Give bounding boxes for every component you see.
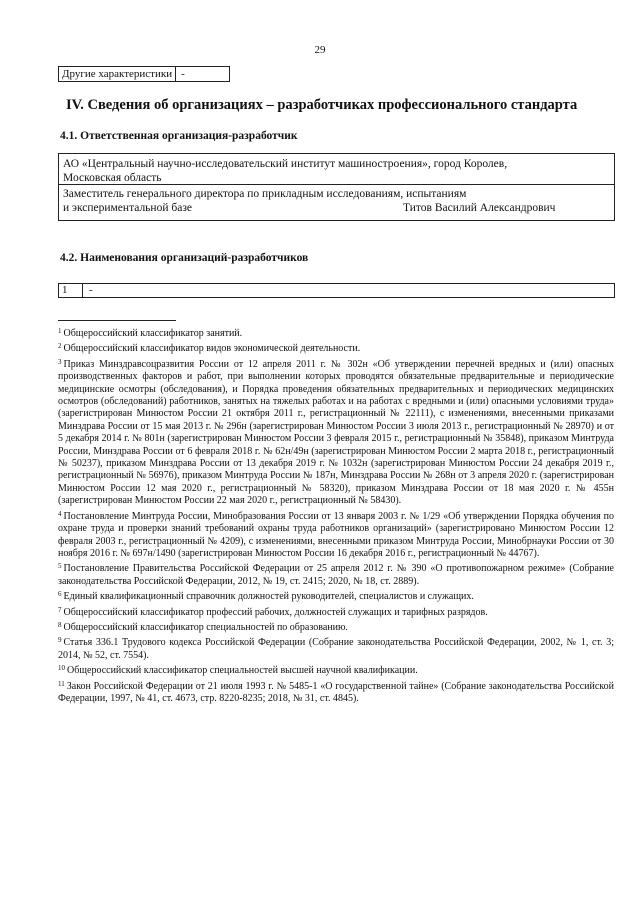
other-characteristics-label: Другие характеристики (59, 67, 176, 81)
footnote: $^2$ Общероссийский классификатор видов экономической деятельности. (58, 342, 361, 355)
section-title: IV. Сведения об организациях – разработчиках профессионального стандарта (66, 97, 578, 113)
footnote: $^{11}$ Закон Российской Федерации от 21 июля 1993 г. № 5485-1 «О государственной тайне» (Собрание законодательства Российской Федерации, 1997, № 41, ст. 4673, стр. 8220-8235; 2018, № 31, ст. 4845). (58, 679, 614, 704)
footnote: $^6$ Единый квалификационный справочник должностей руководителей, специалистов и служащих. (58, 590, 474, 603)
developer-organizations-table (58, 283, 615, 298)
responsible-organization-table (58, 153, 615, 221)
footnote: $^9$ Статья 336.1 Трудового кодекса Российской Федерации (Собрание законодательства Российской Федерации, 2002, № 1, ст. 3; 2014, № 52, ст. 7554). (58, 636, 614, 661)
organization-name-cell (59, 154, 614, 185)
page-number: 29 (314, 44, 326, 56)
organization-name-line-1: АО «Центральный научно-исследовательский институт машиностроения», город Королев, (63, 158, 508, 170)
footnote: $^1$ Общероссийский классификатор занятий. (58, 327, 243, 339)
subsection-1-title: 4.1. Ответственная организация-разработчик (60, 130, 298, 142)
organization-name-line-2: Московская область (63, 172, 162, 184)
footnotes (58, 325, 614, 705)
other-characteristics-value: - (181, 68, 185, 80)
responsible-person-name: Титов Василий Александрович (403, 202, 556, 214)
footnote: $^4$ Постановление Минтруда России, Минобразования России от 13 января 2003 г. № 1/29 «Об утверждении Порядка обучения по охране труда и проверки знаний требований охраны труда работников организаций» (зарегистрировано Минюстом России 12 февраля 2003 г., регистрационный № 4209), с изменениями, внесенными приказом Минтруда России, Минобрнауки России от 30 ноября 2016 г. № 697н/1490 (зарегистрирован Минюстом России 16 декабря 2016 г., регистрационный № 44767). (58, 509, 614, 559)
position-line-1: Заместитель генерального директора по прикладным исследованиям, испытаниям (63, 188, 467, 200)
footnote: $^8$ Общероссийский классификатор специальностей по образованию. (58, 620, 348, 633)
position-line-2: и экспериментальной базе (63, 202, 192, 214)
row-number: 1 (59, 284, 83, 297)
footnote-separator (58, 320, 176, 321)
other-characteristics-row (58, 66, 230, 82)
responsible-person-cell (59, 185, 614, 219)
footnote: $^7$ Общероссийский классификатор профессий рабочих, должностей служащих и тарифных разрядов. (58, 605, 488, 618)
subsection-2-title: 4.2. Наименования организаций-разработчиков (60, 252, 309, 264)
footnote: $^{10}$ Общероссийский классификатор специальностей высшей научной квалификации. (58, 664, 418, 677)
row-value: - (89, 284, 93, 296)
footnote: $^3$ Приказ Минздравсоцразвития России от 12 апреля 2011 г. № 302н «Об утверждении перечней вредных и (или) опасных производственных факторов и работ, при выполнении которых проводятся обязательные предварительные и периодические медицинские осмотры (обследования), и Порядка проведения обязательных предварительных и периодических медицинских осмотров (обследований) работников, занятых на тяжелых работах и на работах с вредными и (или) опасными условиями труда» (зарегистрирован Минюстом России 21 октября 2011 г., регистрационный № 22111), с изменениями, внесенными приказами Минздрава России от 15 мая 2013 г. № 296н (зарегистрирован Минюстом России 3 июля 2013 г., регистрационный № 28970) и от 5 декабря 2014 г. № 801н (зарегистрирован Минюстом России 3 февраля 2015 г., регистрационный № 35848), приказом Минтруда России, Минздрава России от 6 февраля 2018 г. № 62н/49н (зарегистрирован Минюстом России 2 марта 2018 г., регистрационный № 50237), приказом Минздрава России от 13 декабря 2019 г. № 1032н (зарегистрирован Минюстом России 24 декабря 2019 г., регистрационный № 56976), приказом Минтруда России № 187н, Минздрава России № 268н от 3 апреля 2020 г. (зарегистрирован Минюстом России 12 мая 2020 г., регистрационный № 58320), приказом Минздрава России от 18 мая 2020 г. № 455н (зарегистрирован Минюстом России 22 мая 2020 г., регистрационный № 58430). (58, 357, 614, 507)
footnote: $^5$ Постановление Правительства Российской Федерации от 25 апреля 2012 г. № 390 «О противопожарном режиме» (Собрание законодательства Российской Федерации, 2012, № 19, ст. 2415; 2020, № 18, ст. 2889). (58, 562, 614, 587)
